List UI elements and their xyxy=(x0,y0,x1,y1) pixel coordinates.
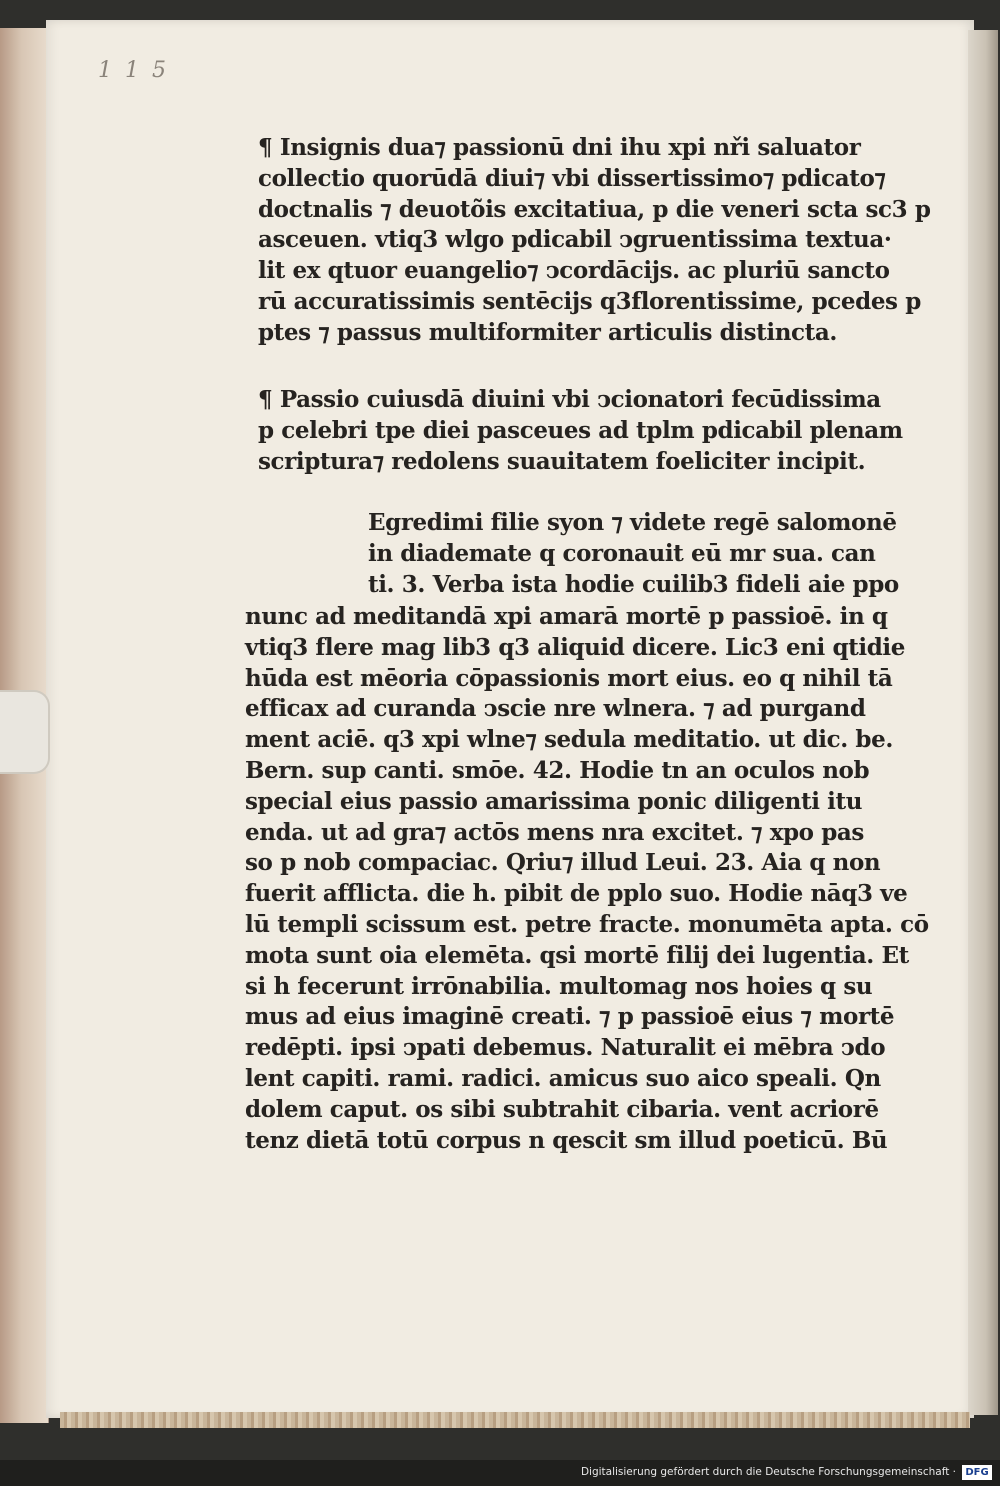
body-text: nunc ad meditandā xpi amarā mortē p passioē. in q vtiq3 flere mag lib3 q3 aliquid dicere. Lic3 eni qtidie hūda est mēoria cōpassionis mort eius. eo q nihil tā efficax ad curanda ↄscie nre wlnera. ⁊ ad purgand ment aciē. q3 xpi wlne⁊ sedula meditatio. ut dic. be. Bern. sup canti. smōe. 42. Hodie tn an oculos nob special eius passio amarissima ponic diligenti itu enda. ut ad gra⁊ actōs mens nra excitet. ⁊ xpo pas so p nob compaciac. Qriu⁊ illud Leui. 23. Aia q non fuerit afflicta. die h. pibit de pplo suo. Hodie nāq3 ve lū templi scissum est. petre fracte. monumēta apta. cō mota sunt oia elemēta. qsi mortē filij dei lugentia. Et si h fecerunt irrōnabilia. multomag nos hoies q su mus ad eius imaginē creati. ⁊ p passioē eius ⁊ mortē redēpti. ipsi ↄpati debemus. Naturalit ei mēbra ↄdo lent capiti. rami. radici. amicus suo aico speali. Qn dolem caput. os sibi subtrahit cibaria. vent acriorē tenz dietā totū corpus n qescit sm illud poeticū. Bū xyxy=(245,603,929,1154)
incipit-paragraph: ¶ Passio cuiusdā diuini vbi ↄcionatori fecūdissima p celebri tpe diei pasceues ad tplm pdicabil plenam scriptura⁊ redolens suauitatem foeliciter incipit. xyxy=(258,386,903,475)
heading-paragraph: ¶ Insignis dua⁊ passionū dni ihu xpi nři saluator collectio quorūdā diui⁊ vbi dissertissimo⁊ pdicato⁊ doctnalis ⁊ deuotõis excitatiua, p die veneri scta sc3 p asceuen. vtiq3 wlgo pdicabil ↄgruentissima textua· lit ex qtuor euangelio⁊ ↄcordācijs. ac pluriū sancto rū accuratissimis sentēcijs q3florentissime, pcedes p ptes ⁊ passus multiformiter articulis distincta. xyxy=(258,134,931,346)
footer-bar xyxy=(0,1460,1000,1486)
dfg-logo: DFG xyxy=(962,1465,992,1480)
page-bottom-edge xyxy=(60,1412,970,1428)
body-text-indented: Egredimi filie syon ⁊ videte regē salomonē in diademate q coronauit eū mr sua. can ti. 3. Verba ista hodie cuilib3 fideli aie ppo xyxy=(368,509,899,598)
book-clip xyxy=(0,690,50,774)
folio-mark: 1 1 5 xyxy=(98,58,169,83)
page-fore-edge xyxy=(968,30,998,1415)
footer-credit: Digitalisierung gefördert durch die Deutsche Forschungsgemeinschaft · xyxy=(580,1466,956,1478)
